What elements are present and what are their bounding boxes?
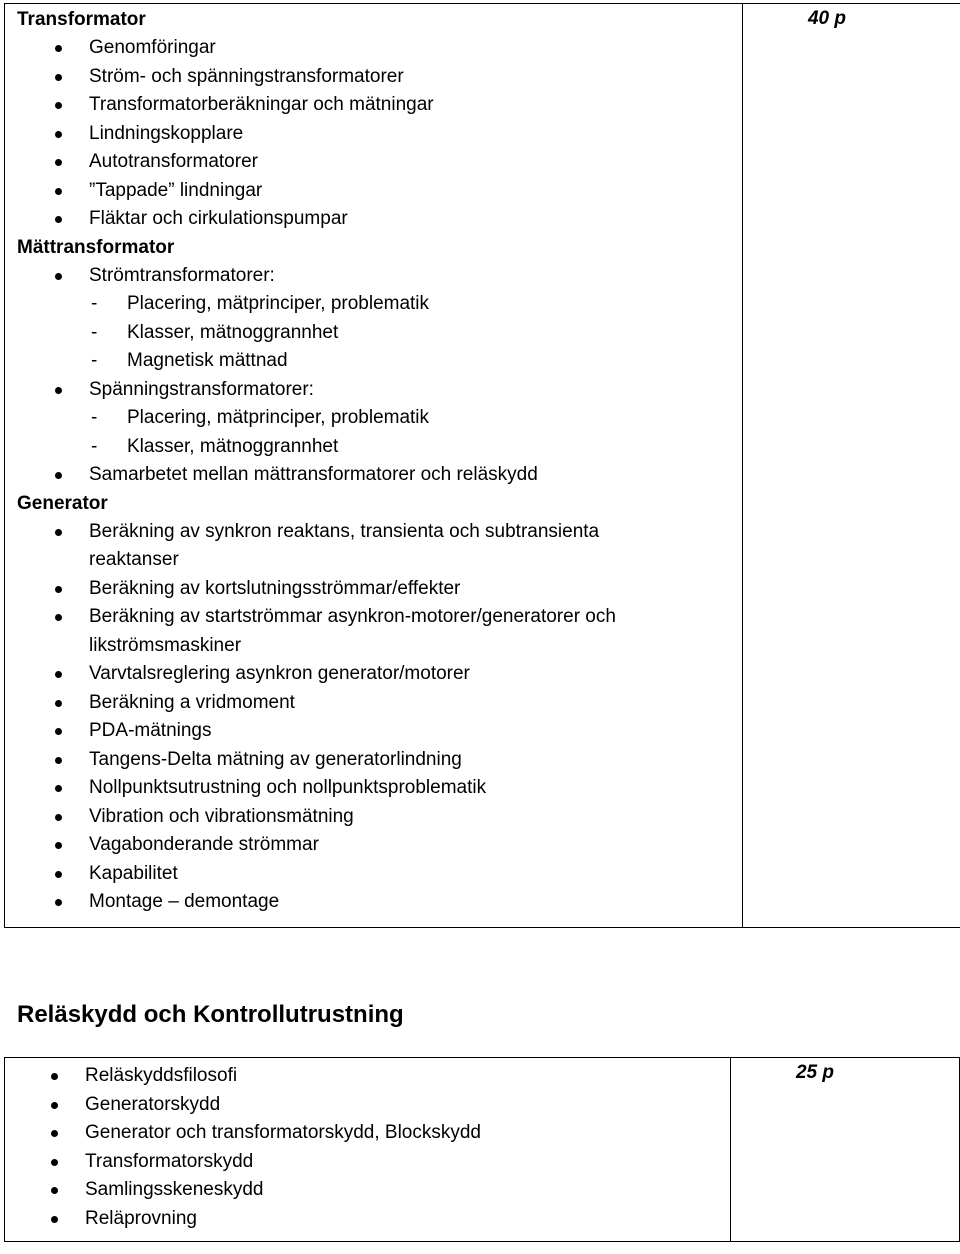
list-item	[17, 717, 742, 746]
item-text: reaktanser	[89, 549, 179, 570]
list-item	[17, 860, 742, 889]
item-text: Tangens-Delta mätning av generatorlindning	[89, 748, 462, 770]
list-item	[17, 632, 742, 661]
list-item	[17, 746, 742, 775]
bullet-icon	[55, 671, 62, 678]
item-text: Samlingsskeneskydd	[85, 1179, 264, 1200]
item-text: Spänningstransformatorer:	[89, 378, 314, 400]
bullet-icon	[55, 45, 62, 52]
bullet-icon	[51, 1130, 58, 1137]
points-cell	[743, 4, 960, 928]
points-label: 25 p	[795, 1062, 835, 1083]
section-heading: Mättransformator	[17, 236, 175, 258]
item-text: Reläskyddsfilosofi	[85, 1065, 238, 1086]
list-item	[17, 831, 742, 860]
dash-item	[17, 347, 742, 376]
item-text: Lindningskopplare	[89, 122, 244, 144]
section-heading: Transformator	[17, 9, 146, 30]
bullet-icon	[55, 273, 62, 280]
section-title: Reläskydd och Kontrollutrustning	[17, 1001, 404, 1028]
bullet-icon	[55, 871, 62, 878]
list-item	[5, 1119, 730, 1148]
item-text: Montage – demontage	[89, 891, 280, 912]
item-text: Vibration och vibrationsmätning	[89, 805, 354, 827]
list-item	[17, 518, 742, 547]
bullet-icon	[55, 728, 62, 735]
bullet-icon	[51, 1187, 58, 1194]
item-text: Varvtalsreglering asynkron generator/motorer	[89, 663, 470, 684]
list-item	[17, 803, 742, 832]
bullet-icon	[51, 1073, 58, 1080]
list-item	[17, 774, 742, 803]
item-text: Klasser, mätnoggrannhet	[127, 435, 339, 457]
section-heading: Generator	[17, 492, 108, 514]
item-text: Beräkning av kortslutningsströmmar/effekter	[89, 577, 461, 599]
bullet-icon	[55, 159, 62, 166]
list-item	[5, 1176, 730, 1205]
bullet-icon	[55, 814, 62, 821]
list-item	[17, 262, 742, 291]
item-text: Generator och transformatorskydd, Blockskydd	[85, 1122, 482, 1143]
dash-item	[17, 290, 742, 319]
dash-item	[17, 319, 742, 348]
item-text: Transformatorberäkningar och mätningar	[89, 94, 434, 115]
bullet-icon	[55, 785, 62, 792]
list-item	[5, 1205, 730, 1234]
item-text: Placering, mätprinciper, problematik	[127, 407, 430, 428]
item-text: Samarbetet mellan mättransformatorer och reläskydd	[89, 464, 538, 485]
item-text: Placering, mätprinciper, problematik	[127, 293, 430, 314]
item-text: Fläktar och cirkulationspumpar	[89, 208, 348, 229]
item-text: likströmsmaskiner	[89, 634, 242, 656]
list-item	[17, 91, 742, 120]
dash-item	[17, 404, 742, 433]
dash-item	[17, 433, 742, 462]
bullet-icon	[55, 74, 62, 81]
bullet-icon	[55, 216, 62, 223]
item-text: Vagabonderande strömmar	[89, 834, 319, 855]
list-item	[17, 177, 742, 206]
item-text: Kapabilitet	[89, 862, 178, 884]
item-text: Transformatorskydd	[85, 1150, 254, 1172]
list-item	[17, 205, 742, 234]
list-item	[17, 34, 742, 63]
points-label: 40 p	[807, 8, 847, 29]
topics-cell	[5, 1058, 731, 1242]
dash-icon: -	[91, 435, 98, 457]
dash-icon: -	[91, 350, 98, 371]
bullet-icon	[55, 188, 62, 195]
bullet-icon	[55, 757, 62, 764]
bullet-icon	[55, 614, 62, 621]
dash-icon: -	[91, 407, 98, 428]
list-item	[5, 1148, 730, 1177]
bullet-icon	[55, 131, 62, 138]
item-text: Beräkning a vridmoment	[89, 691, 295, 713]
list-item	[17, 461, 742, 490]
bullet-icon	[55, 700, 62, 707]
item-text: Strömtransformatorer:	[89, 264, 275, 286]
bullet-icon	[51, 1216, 58, 1223]
list-item	[17, 376, 742, 405]
bullet-icon	[55, 472, 62, 479]
list-item	[17, 575, 742, 604]
bullet-icon	[55, 387, 62, 394]
list-item	[5, 1091, 730, 1120]
item-text: ”Tappade” lindningar	[89, 179, 263, 201]
bullet-icon	[55, 102, 62, 109]
item-text: Autotransformatorer	[89, 151, 258, 172]
bullet-icon	[55, 529, 62, 536]
curriculum-table-releskydd	[4, 1057, 960, 1242]
list-item	[17, 148, 742, 177]
item-text: Beräkning av synkron reaktans, transienta och subtransienta	[89, 520, 600, 542]
item-text: Ström- och spänningstransformatorer	[89, 65, 404, 87]
item-text: PDA-mätnings	[89, 720, 212, 741]
list-item	[17, 63, 742, 92]
list-item	[17, 888, 742, 917]
item-text: Beräkning av startströmmar asynkron-motorer/generatorer och	[89, 606, 616, 627]
bullet-icon	[51, 1102, 58, 1109]
bullet-icon	[55, 842, 62, 849]
list-item	[17, 660, 742, 689]
list-item	[17, 603, 742, 632]
list-item	[17, 689, 742, 718]
item-text: Nollpunktsutrustning och nollpunktsproblematik	[89, 777, 487, 798]
item-text: Magnetisk mättnad	[127, 350, 288, 371]
item-text: Klasser, mätnoggrannhet	[127, 321, 339, 343]
list-item	[17, 120, 742, 149]
dash-icon: -	[91, 293, 98, 314]
points-cell	[731, 1058, 960, 1242]
item-text: Generatorskydd	[85, 1093, 221, 1115]
list-item	[5, 1062, 730, 1091]
item-text: Reläprovning	[85, 1207, 197, 1229]
topics-cell	[5, 4, 743, 928]
bullet-icon	[51, 1159, 58, 1166]
bullet-icon	[55, 899, 62, 906]
bullet-icon	[55, 586, 62, 593]
dash-icon: -	[91, 321, 98, 343]
curriculum-table-transformator	[4, 3, 960, 928]
item-text: Genomföringar	[89, 37, 216, 58]
list-item	[17, 546, 742, 575]
